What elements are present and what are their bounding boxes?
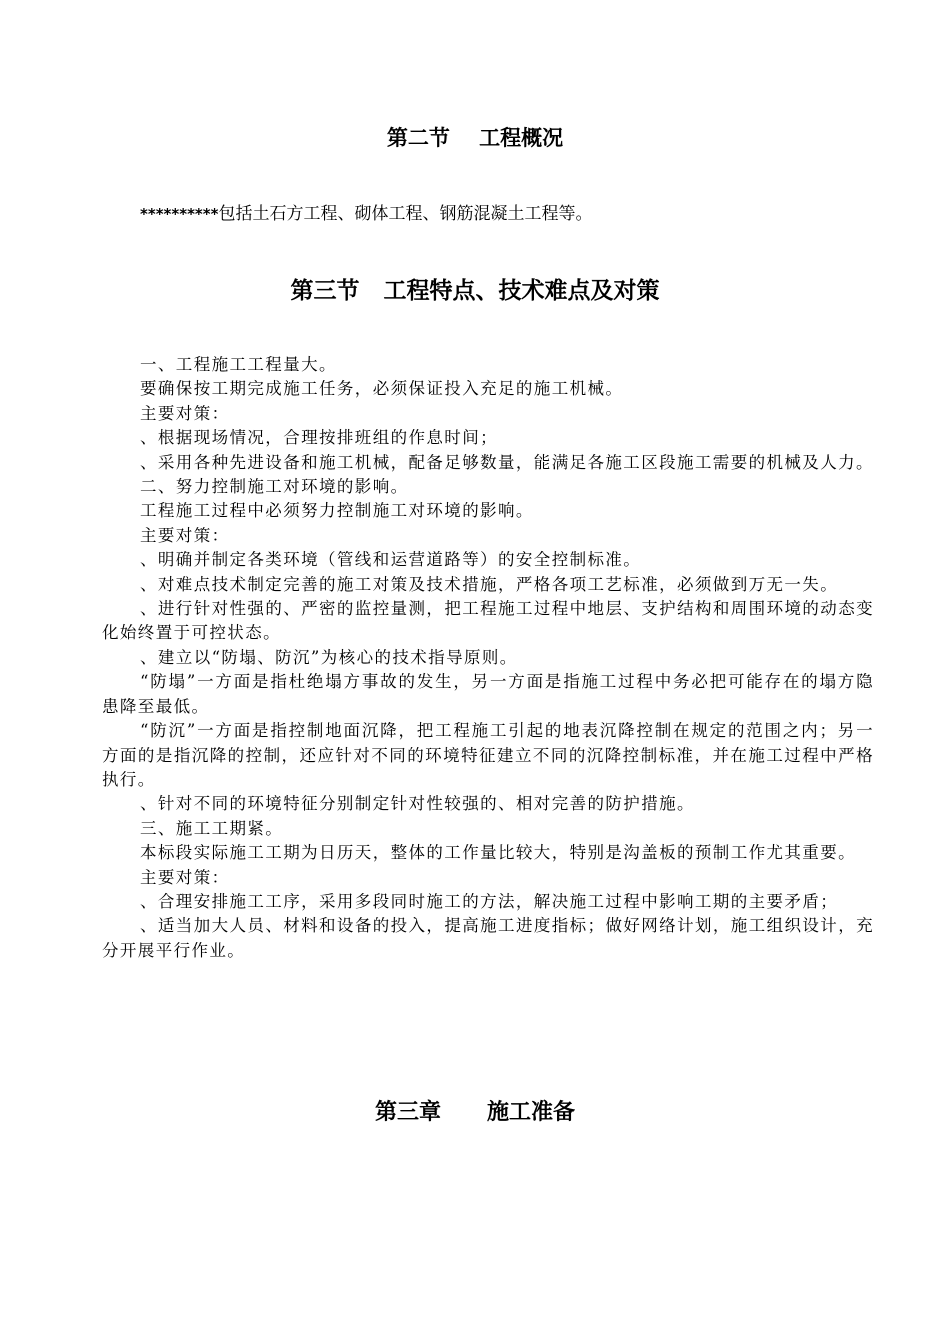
body-paragraph: 、合理安排施工工序，采用多段同时施工的方法，解决施工过程中影响工期的主要矛盾； (140, 891, 839, 911)
body-paragraph: 要确保按工期完成施工任务，必须保证投入充足的施工机械。 (140, 379, 624, 399)
body-paragraph: 、明确并制定各类环境（管线和运营道路等）的安全控制标准。 (140, 550, 642, 570)
body-paragraph: 、根据现场情况，合理按排班组的作息时间； (140, 428, 498, 448)
body-paragraph: 三、施工工期紧。 (140, 818, 284, 838)
body-paragraph: 、对难点技术制定完善的施工对策及技术措施，严格各项工艺标准，必须做到万无一失。 (140, 574, 839, 594)
body-paragraph: 、适当加大人员、材料和设备的投入，提高施工进度指标；做好网络计划，施工组织设计，充分开展平行作业。 (102, 916, 874, 960)
section-2-intro-text: 包括土石方工程、砌体工程、钢筋混凝土工程等。 (218, 204, 593, 224)
body-paragraph: 本标段实际施工工期为日历天，整体的工作量比较大，特别是沟盖板的预制工作尤其重要。 (140, 843, 856, 863)
section-3-body (102, 353, 874, 963)
body-paragraph: 主要对策： (140, 525, 230, 545)
body-paragraph: 主要对策： (140, 403, 230, 423)
body-paragraph: 、采用各种先进设备和施工机械，配备足够数量，能满足各施工区段施工需要的机械及人力。 (140, 452, 874, 472)
chapter-3-heading: 第三章 施工准备 (375, 1100, 575, 1125)
section-2-intro (140, 199, 592, 224)
body-paragraph: 、针对不同的环境特征分别制定针对性较强的、相对完善的防护措施。 (140, 794, 695, 814)
body-paragraph: 主要对策： (140, 867, 230, 887)
redacted-project-name: ********** (140, 205, 219, 223)
body-paragraph: 工程施工过程中必须努力控制施工对环境的影响。 (140, 501, 534, 521)
body-paragraph: 一、工程施工工程量大。 (140, 355, 337, 374)
body-paragraph: “防沉”一方面是指控制地面沉降，把工程施工引起的地表沉降控制在规定的范围之内；另一方面的是指沉降的控制，还应针对不同的环境特征建立不同的沉降控制标准，并在施工过程中严格执行。 (102, 721, 874, 789)
body-paragraph: 二、努力控制施工对环境的影响。 (140, 477, 409, 497)
section-2-heading: 第二节 工程概况 (386, 126, 564, 150)
body-paragraph: 、进行针对性强的、严密的监控量测，把工程施工过程中地层、支护结构和周围环境的动态变化始终置于可控状态。 (102, 599, 874, 643)
section-3-heading: 第三节 工程特点、技术难点及对策 (290, 278, 660, 304)
body-paragraph: 、建立以“防塌、防沉”为核心的技术指导原则。 (140, 647, 518, 667)
body-paragraph: “防塌”一方面是指杜绝塌方事故的发生，另一方面是指施工过程中务必把可能存在的塌方隐患降至最低。 (102, 672, 874, 716)
